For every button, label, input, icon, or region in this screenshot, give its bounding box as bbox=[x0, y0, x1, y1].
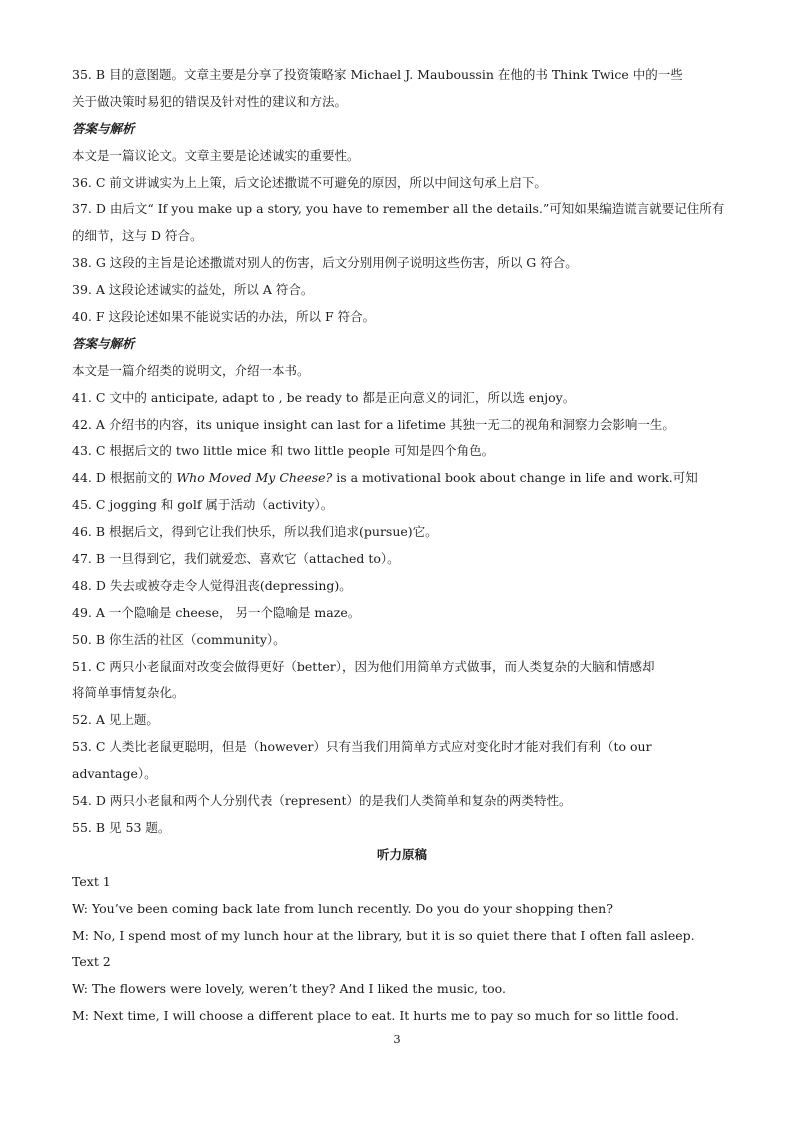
answer-line: 43. C 根据后文的 two little mice 和 two little people 可知是四个角色。 bbox=[72, 443, 495, 459]
answer-line: W: The flowers were lovely, weren’t they? And I liked the music, too. bbox=[72, 981, 506, 997]
answer-line: 36. C 前文讲诚实为上上策，后文论述撒谎不可避免的原因，所以中间这句承上启下。 bbox=[72, 174, 547, 190]
answer-line: 49. A 一个隐喻是 cheese， 另一个隐喻是 maze。 bbox=[72, 604, 361, 620]
answer-line: 54. D 两只小老鼠和两个人分别代表（represent）的是我们人类简单和复杂的两类特性。 bbox=[72, 793, 572, 809]
paragraph-line: 35. B 目的意图题。文章主要是分享了投资策略家 Michael J. Mauboussin 在他的书 Think Twice 中的一些 bbox=[72, 67, 683, 82]
answer-text: is a motivational book about change in life and work.可知 bbox=[332, 470, 698, 486]
answer-line: M: Next time, I will choose a different place to eat. It hurts me to pay so much for so little food. bbox=[72, 1008, 679, 1024]
answer-line: 本文是一篇议论文。文章主要是论述诚实的重要性。 bbox=[72, 147, 360, 163]
answer-line: M: No, I spend most of my lunch hour at the library, but it is so quiet there that I often fall asleep. bbox=[72, 927, 695, 943]
document-body bbox=[72, 62, 732, 1030]
answer-line: 40. F 这段论述如果不能说实话的办法，所以 F 符合。 bbox=[72, 309, 376, 325]
paragraph-line: 37. D 由后文“ If you make up a story, you have to remember all the details.”可知如果编造谎言就要记住所有 bbox=[72, 201, 725, 217]
section-heading: 答案与解析 bbox=[72, 335, 135, 351]
paragraph-line: 51. C 两只小老鼠面对改变会做得更好（better），因为他们用简单方式做事，而人类复杂的大脑和情感却 bbox=[72, 658, 655, 674]
page-number: 3 bbox=[393, 1032, 401, 1046]
answer-text: 44. D 根据前文的 bbox=[72, 470, 177, 486]
answer-line: 本文是一篇介绍类的说明文，介绍一本书。 bbox=[72, 362, 310, 378]
book-title: Who Moved My Cheese? bbox=[176, 470, 333, 486]
answer-line: 55. B 见 53 题。 bbox=[72, 819, 171, 835]
paragraph-line: 的细节，这与 D 符合。 bbox=[72, 228, 203, 244]
answer-line: 46. B 根据后文，得到它让我们快乐，所以我们追求(pursue)它。 bbox=[72, 524, 438, 540]
answer-line: 41. C 文中的 anticipate, adapt to , be ready to 都是正向意义的词汇，所以选 enjoy。 bbox=[72, 389, 576, 405]
answer-line: Text 2 bbox=[72, 954, 111, 970]
answer-line: 38. G 这段的主旨是论述撒谎对别人的伤害，后文分别用例子说明这些伤害，所以 G 符合。 bbox=[72, 255, 578, 271]
section-heading: 答案与解析 bbox=[72, 120, 135, 136]
paragraph-line: advantage）。 bbox=[72, 766, 157, 782]
answer-line: 48. D 失去或被夺走令人觉得沮丧(depressing)。 bbox=[72, 577, 352, 593]
answer-line: Text 1 bbox=[72, 873, 111, 889]
answer-line: 45. C jogging 和 golf 属于活动（activity）。 bbox=[72, 497, 334, 513]
paragraph-line: 将简单事情复杂化。 bbox=[72, 685, 185, 701]
answer-line: 47. B 一旦得到它，我们就爱恋、喜欢它（attached to）。 bbox=[72, 551, 400, 567]
section-title: 听力原稿 bbox=[376, 846, 427, 862]
answer-line: 39. A 这段论述诚实的益处，所以 A 符合。 bbox=[72, 282, 314, 298]
paragraph-line: 关于做决策时易犯的错误及针对性的建议和方法。 bbox=[72, 93, 348, 109]
answer-line: 52. A 见上题。 bbox=[72, 712, 159, 728]
paragraph-line: 53. C 人类比老鼠更聪明，但是（however）只有当我们用简单方式应对变化时才能对我们有利（to our bbox=[72, 739, 652, 755]
answer-line: 42. A 介绍书的内容，its unique insight can last for a lifetime 其独一无二的视角和洞察力会影响一生。 bbox=[72, 416, 675, 432]
answer-line bbox=[72, 465, 732, 492]
answer-line: 50. B 你生活的社区（community）。 bbox=[72, 631, 286, 647]
answer-line: W: You’ve been coming back late from lunch recently. Do you do your shopping then? bbox=[72, 900, 613, 916]
